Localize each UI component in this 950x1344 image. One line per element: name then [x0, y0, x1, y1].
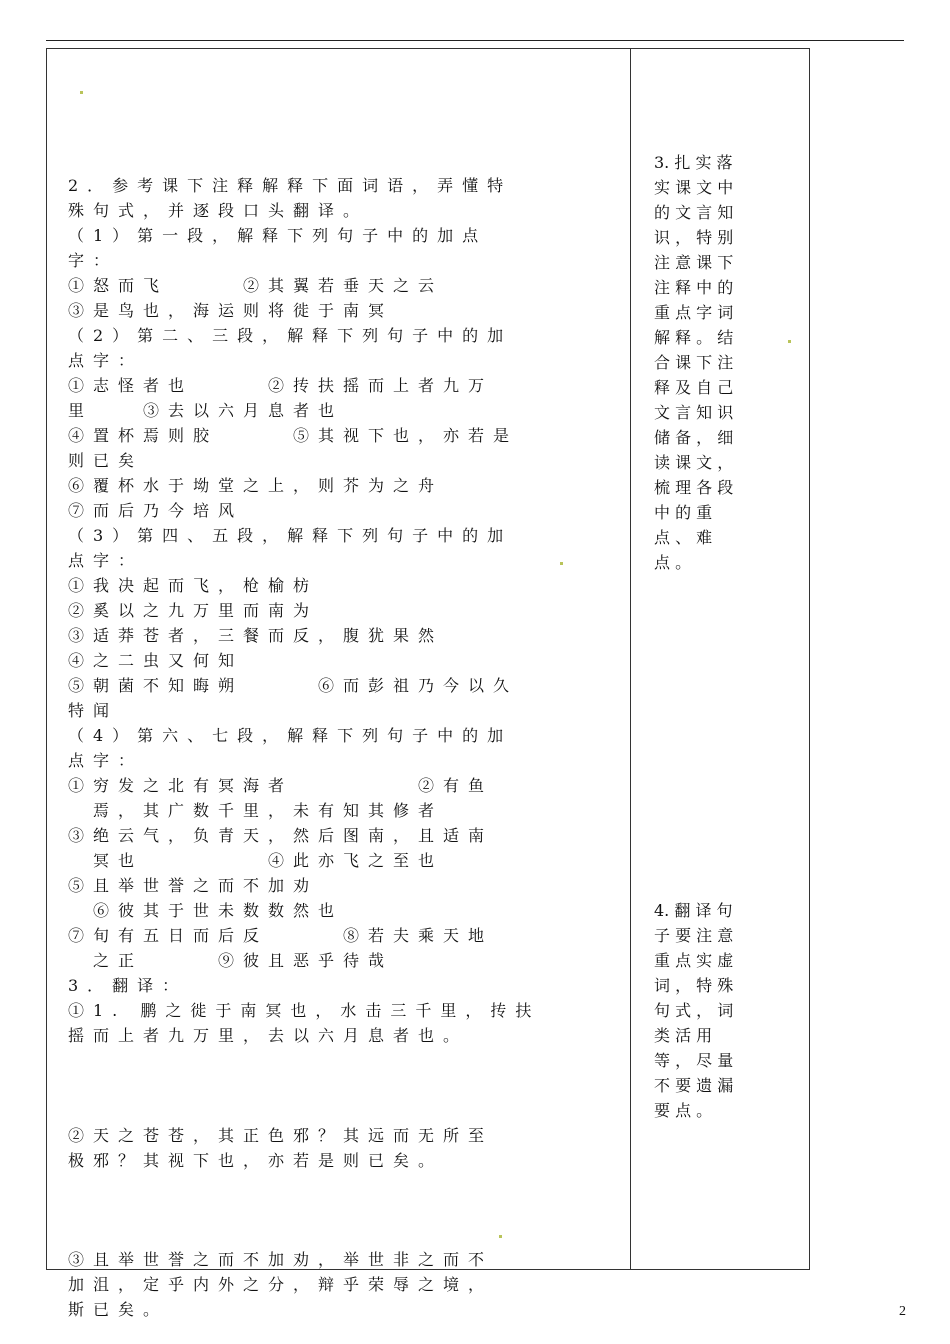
- marker-dot: [788, 340, 791, 343]
- note-line: 梳 理 各 段: [654, 478, 734, 497]
- body-line: ③适莽苍者，三餐而反，腹犹果然: [68, 626, 444, 645]
- note-line: 句 式 ， 词: [654, 1001, 734, 1020]
- body-line: ①1. 鹏之徙于南冥也，水击三千里，抟扶: [68, 1001, 541, 1020]
- body-line: 点字：: [68, 751, 144, 770]
- note-line: 3. 扎 实 落: [654, 153, 733, 172]
- note-line: 的 文 言 知: [654, 203, 734, 222]
- body-line: ⑦旬有五日而后反 ⑧若夫乘天地: [68, 926, 494, 945]
- body-line: （4）第六、七段，解释下列句子中的加: [68, 726, 513, 745]
- note-line: 识 ， 特 别: [654, 228, 734, 247]
- body-line: 则已矣: [68, 451, 144, 470]
- body-line: ⑤且举世誉之而不加劝: [68, 876, 319, 895]
- note-line: 解 释 。 结: [654, 328, 734, 347]
- section-heading: 3．翻译：: [68, 976, 188, 995]
- note-line: 要 点 。: [654, 1101, 713, 1120]
- body-line: ③绝云气，负青天，然后图南，且适南: [68, 826, 494, 845]
- body-line: 2．参考课下注释解释下面词语，弄懂特: [68, 176, 513, 195]
- note-line: 重 点 字 词: [654, 303, 734, 322]
- body-line: 点字：: [68, 551, 144, 570]
- marker-dot: [560, 562, 563, 565]
- note-line: 不 要 遗 漏: [654, 1076, 734, 1095]
- note-line: 等 ， 尽 量: [654, 1051, 734, 1070]
- body-line: ⑥覆杯水于坳堂之上，则芥为之舟: [68, 476, 444, 495]
- body-line: ③是鸟也，海运则将徙于南冥: [68, 301, 394, 320]
- body-line: 加沮，定乎内外之分，辩乎荣辱之境，: [68, 1275, 494, 1294]
- body-line: （1）第一段，解释下列句子中的加点: [68, 226, 488, 245]
- note-line: 点 、 难: [654, 528, 713, 547]
- body-line: 斯已矣。: [68, 1300, 169, 1319]
- body-line: 焉，其广数千里，未有知其修者: [68, 801, 444, 820]
- body-line: ①怒而飞 ②其翼若垂天之云: [68, 276, 444, 295]
- body-line: ①志怪者也 ②抟扶摇而上者九万: [68, 376, 494, 395]
- body-line: ①我决起而飞，枪榆枋: [68, 576, 319, 595]
- note-line: 释 及 自 己: [654, 378, 734, 397]
- body-line: （3）第四、五段，解释下列句子中的加: [68, 526, 513, 545]
- body-line: 特闻: [68, 701, 119, 720]
- body-line: ④置杯焉则胶 ⑤其视下也，亦若是: [68, 426, 519, 445]
- body-line: ②奚以之九万里而南为: [68, 601, 319, 620]
- body-line: 点字：: [68, 351, 144, 370]
- body-line: 冥也 ④此亦飞之至也: [68, 851, 444, 870]
- note-line: 中 的 重: [654, 503, 713, 522]
- body-line: ⑥彼其于世未数数然也: [68, 901, 344, 920]
- note-line: 重 点 实 虚: [654, 951, 734, 970]
- body-line: 殊句式，并逐段口头翻译。: [68, 201, 369, 220]
- body-line: （2）第二、三段，解释下列句子中的加: [68, 326, 513, 345]
- marker-dot: [80, 91, 83, 94]
- note-line: 实 课 文 中: [654, 178, 734, 197]
- body-line: ②天之苍苍，其正色邪？其远而无所至: [68, 1126, 494, 1145]
- note-line: 文 言 知 识: [654, 403, 734, 422]
- body-line: ④之二虫又何知: [68, 651, 244, 670]
- marker-dot: [499, 1235, 502, 1238]
- top-rule: [46, 40, 904, 41]
- body-line: 字：: [68, 251, 119, 270]
- body-line: 极邪？其视下也，亦若是则已矣。: [68, 1151, 444, 1170]
- body-line: 里 ③去以六月息者也: [68, 401, 344, 420]
- note-line: 注 意 课 下: [654, 253, 734, 272]
- note-line: 词 ， 特 殊: [654, 976, 734, 995]
- body-line: ①穷发之北有冥海者 ②有鱼: [68, 776, 494, 795]
- body-line: ⑦而后乃今培风: [68, 501, 244, 520]
- note-line: 合 课 下 注: [654, 353, 734, 372]
- note-line: 注 释 中 的: [654, 278, 734, 297]
- note-line: 点 。: [654, 553, 692, 572]
- column-divider: [630, 49, 631, 1269]
- body-line: 摇而上者九万里，去以六月息者也。: [68, 1026, 469, 1045]
- body-line: 之正 ⑨彼且恶乎待哉: [68, 951, 394, 970]
- body-line: ⑤朝菌不知晦朔 ⑥而彭祖乃今以久: [68, 676, 519, 695]
- note-line: 4. 翻 译 句: [654, 901, 733, 920]
- note-line: 子 要 注 意: [654, 926, 734, 945]
- lesson-table: [46, 48, 810, 1319]
- body-line: ③且举世誉之而不加劝，举世非之而不: [68, 1250, 494, 1269]
- note-line: 读 课 文 ，: [654, 453, 734, 472]
- note-line: 类 活 用: [654, 1026, 713, 1045]
- page-number: 2: [899, 1304, 906, 1319]
- note-line: 储 备 ， 细: [654, 428, 734, 447]
